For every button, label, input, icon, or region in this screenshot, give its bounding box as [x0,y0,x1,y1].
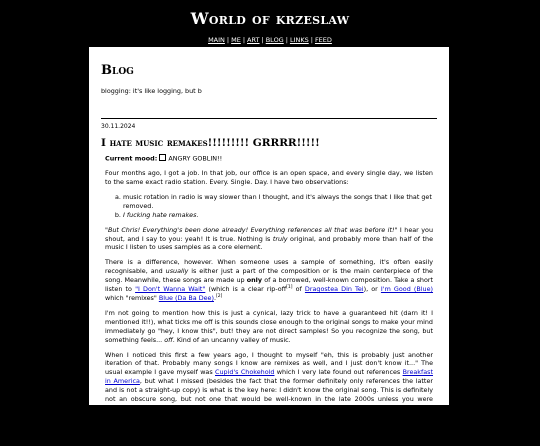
nav-separator: | [310,36,313,44]
post-paragraph [105,258,433,303]
text-run: . Kind of an uncanny valley of music. [172,335,291,344]
text-run: original, and probably more than half of the music I listen to uses samples as a core element. [105,234,433,252]
text-run: is either just a part of the composition or is the main centerpiece of the song. Meanwhile, these songs are made up [105,267,433,285]
site-header [0,0,540,47]
emphasis-text: off [164,335,173,344]
text-run: of [292,285,305,294]
mood-label: Current mood: [105,154,158,163]
site-nav [0,36,540,44]
post-paragraph [105,309,433,345]
emphasis-text: usually [165,267,189,276]
link-breakfast-in-america[interactable]: Breakfast in America [105,368,433,386]
site-title: World of krzeslaw [190,9,350,28]
post-divider [101,118,437,119]
link-i-dont-wanna-wait[interactable]: "I Don't Wanna Wait" [135,285,206,294]
text-run: . [213,294,217,302]
text-run: (which is a clear rip-off [205,285,287,294]
nav-separator: | [226,36,230,44]
nav-separator: | [242,36,246,44]
nav-link-blog[interactable]: BLOG [265,36,284,44]
text-run: There is a difference, however. When someone uses a sample of something, it's often easily recognisable, and [105,258,433,276]
text-run: of a borrowed, well-known composition. Take a short listen to [105,276,433,294]
post-date: 30.11.2024 [101,122,136,130]
footnote-ref[interactable]: [2] [216,293,223,299]
list-item-text: I fucking hate remakes. [123,210,199,219]
blog-subtitle: blogging: it's like logging, but b [101,86,202,95]
text-run: ), or [363,285,381,294]
observation-list [105,193,433,220]
nav-link-feed[interactable]: FEED [314,36,332,44]
link-cupids-chokehold[interactable]: Cupid's Chokehold [215,368,275,377]
post-body [101,154,437,446]
text-run: When I noticed this first a few years ago, I thought to myself "eh, this is probably just another iteration of that. Probably many songs I know are remixes as well, and I just don't know it..." The usual example I gave myself was [105,350,433,377]
text-run: I hear you shout, and I say to you: yeah! It is true. Nothing is [105,225,433,243]
quote-text: "But Chris! Everything's been done already! Everything references all that was before it!" [105,225,398,234]
text-run: which I very late found out references [274,368,403,377]
nav-link-main[interactable]: MAIN [208,36,225,44]
nav-separator: | [261,36,264,44]
list-item [123,211,433,220]
post-paragraph [105,226,433,253]
square-glyph-icon [159,154,166,161]
post-paragraph: Everyone knows "Blue". "Numa numa" was a goddamn worldwide meme in the 2000s. I don't know a single person that wouldn't know these songs, and due to the internet culture referencing the early internet culture over and over [105,418,433,445]
current-mood [105,154,433,163]
nav-link-art[interactable]: ART [247,36,260,44]
post-paragraph [105,351,433,413]
nav-separator: | [285,36,288,44]
emphasis-text: truly [272,234,288,243]
text-run: which "remixes" [105,294,159,302]
link-im-good-blue[interactable]: I'm Good (Blue) [380,285,434,294]
footnote-ref[interactable]: [1] [286,284,293,290]
post-title: I hate music remakes!!!!!!!!! GRRRR!!!!! [101,136,320,149]
link-blue-da-ba-dee[interactable]: Blue (Da Ba Dee) [158,294,214,302]
text-run: , but what I missed (besides the fact that the former definitely only references the latter and is not a straight-up copy) is what is the key here: I didn't know the original song. This is definitely not an obscure song, but not one that would be well-known in the late 2000s unless you were specifically interested in the music (I think? Feel free to correct me). [105,377,433,412]
bold-text: only [246,276,263,285]
nav-link-links[interactable]: LINKS [289,36,309,44]
blog-heading: Blog [101,63,134,78]
content-page [89,47,449,445]
link-dragostea-din-tei[interactable]: Dragostea Din Tei [304,285,364,294]
mood-value: ANGRY GOBLIN!! [168,154,223,163]
text-run: I'm not going to mention how this is just a cynical, lazy trick to have a guaranteed hit (darn it! I mentioned it!!), what ticks me off is this sounds close enough to the original songs to make your mind immediately go "hey, I know this", but! they are not direct samples! So you recognize the song, but something feels... [105,308,433,344]
nav-link-me[interactable]: ME [231,36,241,44]
list-item: a. music rotation in radio is way slower than I thought, and it's always the songs that I like that get removed. [123,193,433,211]
post-paragraph: Four months ago, I got a job. In that job, our office is an open space, and every single day, we listen to the same exact radio station. Every. Single. Day. I have two observations: [105,169,433,187]
